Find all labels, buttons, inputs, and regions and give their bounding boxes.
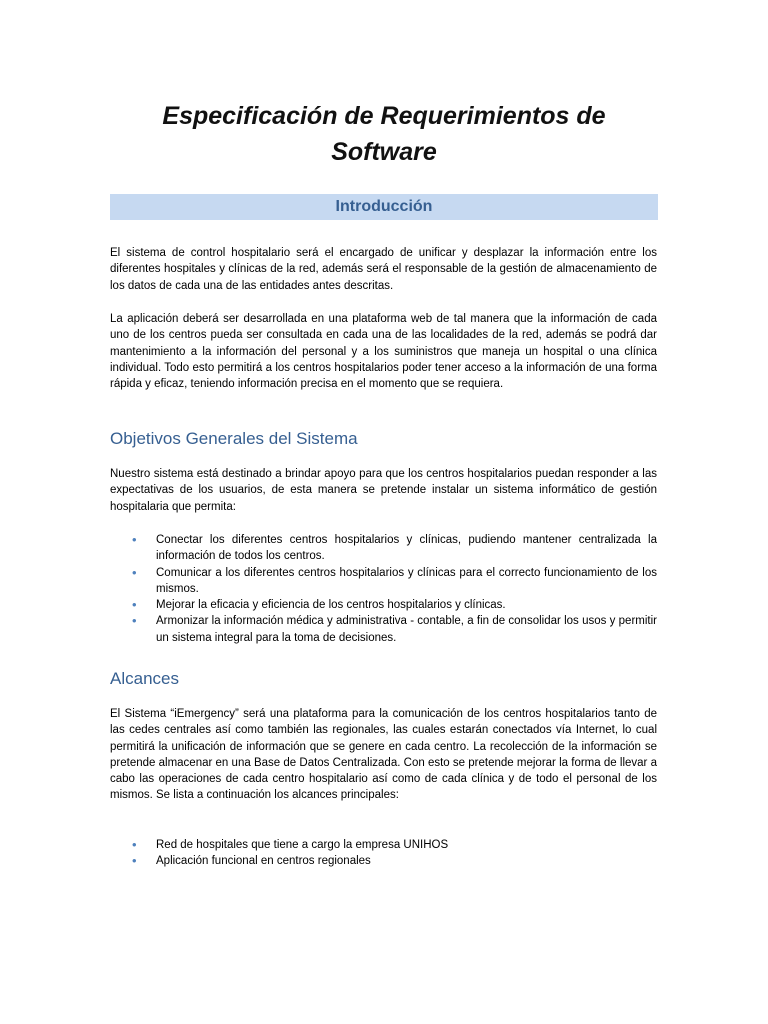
bullet-dot-icon: • — [132, 837, 137, 852]
list-item: • Red de hospitales que tiene a cargo la empresa UNIHOS — [132, 837, 449, 852]
list-item: • Mejorar la eficacia y eficiencia de los centros hospitalarios y clínicas. — [132, 597, 506, 613]
bullet-dot-icon: • — [132, 853, 137, 869]
bullet-dot-icon: • — [132, 564, 137, 580]
alcances-heading: Alcances — [110, 669, 179, 688]
intro-paragraph-1: El sistema de control hospitalario será el encargado de unificar y desplazar la información entre los diferentes hospitales y clínicas de la red, además será el responsable de la gestión de almacenamiento de los datos de cada una de las entidades antes descritas. — [110, 247, 657, 292]
title-line-1: Especificación de Requerimientos de — [162, 102, 606, 130]
title-line-2: Software — [331, 138, 437, 166]
objetivos-list — [110, 532, 657, 646]
bullet-dot-icon: • — [132, 613, 137, 629]
intro-paragraph-2: La aplicación deberá ser desarrollada en una plataforma web de tal manera que la información de cada uno de los centros pueda ser consultada en cada una de las localidades de la red, además se podrá dar mantenimiento a la información del personal y a los suministros que maneja un hospital o una clínica individual. Todo esto permitirá a los centros hospitalarios poder tener acceso a la información de una forma rápida y eficaz, teniendo información precisa en el momento que se requiera. — [110, 313, 657, 391]
document-title — [110, 98, 658, 170]
alcances-list — [110, 837, 657, 870]
list-item: • Armonizar la información médica y administrativa - contable, a fin de consolidar los usos y permitir un sistema integral para la toma de decisiones. — [132, 613, 657, 644]
alcances-paragraph: El Sistema “iEmergency” será una plataforma para la comunicación de los centros hospitalarios tanto de las cedes centrales así como también las regionales, las cuales estarán conectados vía Internet, lo cual permitirá la unificación de información que se genere en cada centro. La recolección de la información se pretende almacenar en una Base de Datos Centralizada. Con esto se pretende mejorar la forma de llevar a cabo las operaciones de cada centro hospitalario así como de cada clínica y de todo el personal de los mismos. Se lista a continuación los alcances principales: — [110, 708, 657, 802]
objetivos-paragraph: Nuestro sistema está destinado a brindar apoyo para que los centros hospitalarios puedan responder a las expectativas de los usuarios, de esta manera se pretende instalar un sistema informático de gestión hospitalaria que permita: — [110, 468, 657, 513]
list-item: • Comunicar a los diferentes centros hospitalarios y clínicas para el correcto funcionamiento de los mismos. — [132, 564, 657, 595]
bullet-dot-icon: • — [132, 597, 137, 613]
bullet-dot-icon: • — [132, 532, 137, 547]
intro-heading: Introducción — [110, 194, 658, 220]
list-item: • Aplicación funcional en centros regionales — [132, 853, 371, 869]
objetivos-heading: Objetivos Generales del Sistema — [110, 429, 358, 448]
list-item: • Conectar los diferentes centros hospitalarios y clínicas, pudiendo mantener centralizada la información de todos los centros. — [132, 532, 657, 563]
